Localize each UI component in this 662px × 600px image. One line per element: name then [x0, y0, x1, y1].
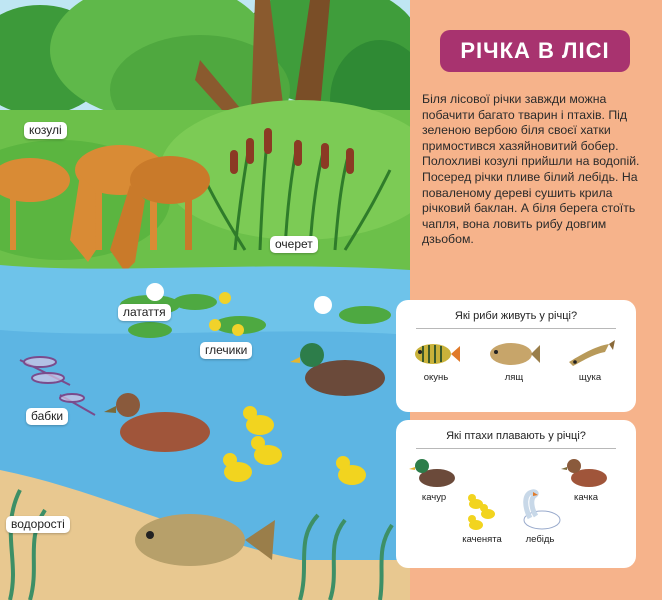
quiz-label-ducklings: каченята [462, 534, 502, 545]
quiz-label-swan: лебідь [525, 534, 555, 545]
perch-icon [411, 338, 461, 370]
label-reeds: очерет [270, 236, 318, 253]
quiz-item-ducklings [452, 492, 512, 545]
quiz-label-perch: окунь [423, 372, 449, 383]
quiz-label-drake: качур [421, 492, 447, 503]
story-text: Біля лісової річки завжди можна побачити багато тварин і птахів. Під зеленою вербою біля своєї хатки примостився хазяйновитий бобер. Полохливі козулі прийшли на водопій. Посеред річки пливе білий лебідь. На поваленому дереві сушить крила річковий баклан. А біля берега стоїть чапля, вона ловить рибу довгим дзьобом. [422, 92, 640, 247]
birds-quiz-question: Які птахи плавають у річці? [446, 430, 586, 442]
quiz-label-pike: щука [578, 372, 602, 383]
ducklings-icon [464, 492, 500, 532]
quiz-item-bream [484, 338, 544, 383]
pike-icon [565, 338, 615, 370]
quiz-divider [416, 448, 616, 449]
birds-quiz-card [396, 420, 636, 568]
label-dragonflies: бабки [26, 408, 68, 425]
page-title: РІЧКА В ЛІСІ [440, 30, 630, 72]
label-yellow-lilies: глечики [200, 342, 252, 359]
quiz-item-perch [406, 338, 466, 383]
drake-icon [409, 454, 459, 490]
quiz-item-pike [560, 338, 620, 383]
quiz-label-duck: качка [573, 492, 599, 503]
swan-icon [516, 486, 564, 532]
duck-icon [561, 454, 611, 490]
label-seaweed: водорості [6, 516, 70, 533]
fish-quiz-question: Які риби живуть у річці? [454, 310, 578, 322]
bream-icon [487, 338, 541, 370]
label-roe-deer: козулі [24, 122, 67, 139]
quiz-divider [416, 328, 616, 329]
quiz-label-bream: лящ [504, 372, 524, 383]
fish-quiz-card [396, 300, 636, 412]
text-panel [410, 0, 662, 600]
label-water-lilies: латаття [118, 304, 171, 321]
quiz-item-swan [510, 486, 570, 545]
